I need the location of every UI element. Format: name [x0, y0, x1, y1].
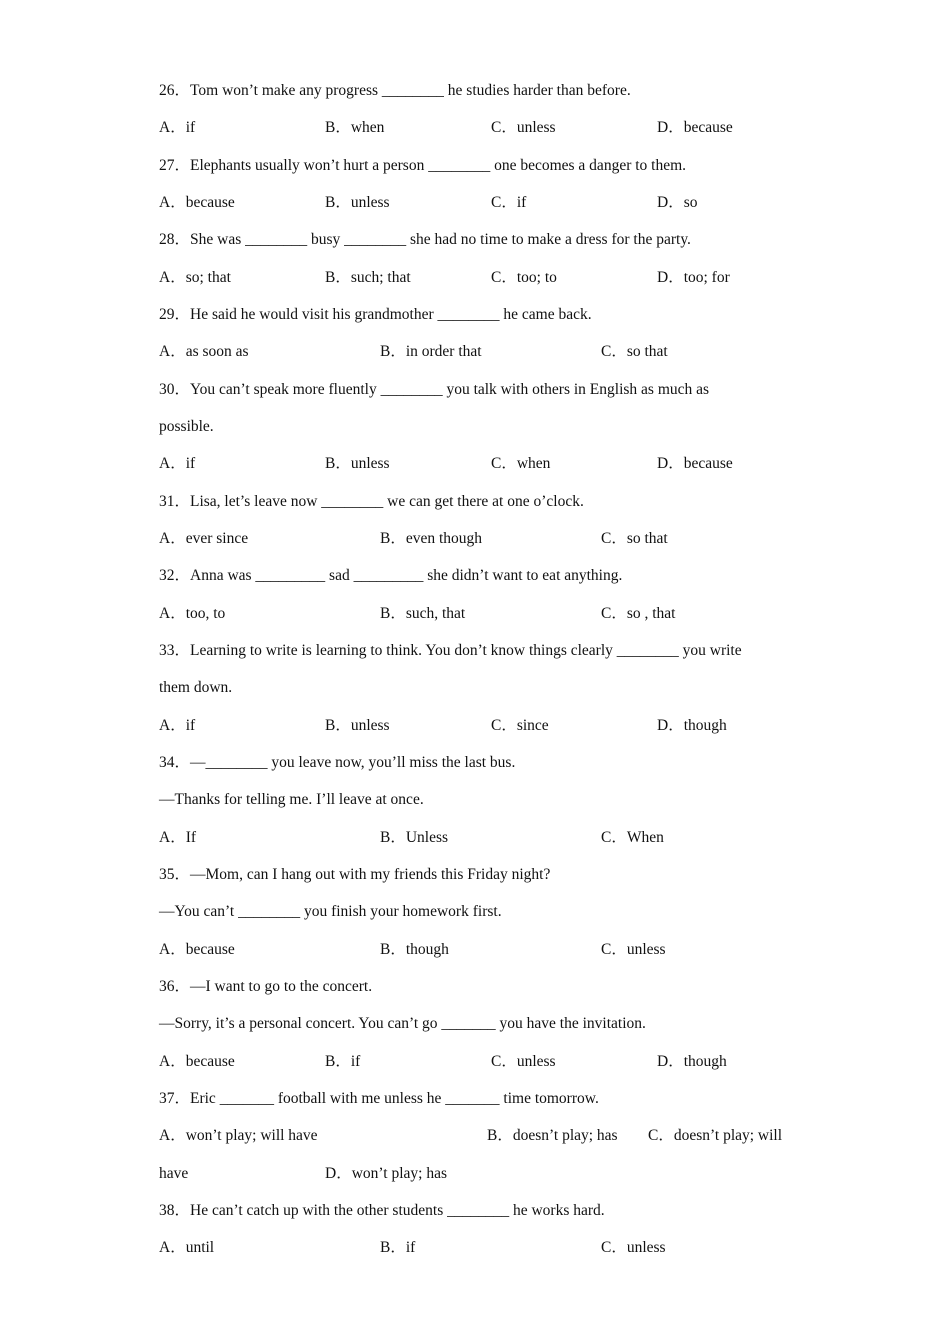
question-36-stem: 36．—I want to go to the concert.: [159, 978, 373, 995]
q36-option-b: B．if: [325, 1053, 361, 1070]
question-35-stem: 35．—Mom, can I hang out with my friends this Friday night?: [159, 866, 551, 883]
q32-option-c: C．so , that: [601, 605, 676, 622]
question-35-stem-continued: —You can’t ________ you finish your homework first.: [159, 903, 502, 920]
q38-option-a: A．until: [159, 1239, 215, 1256]
q38-option-b: B．if: [380, 1239, 416, 1256]
q33-option-b: B．unless: [325, 717, 390, 734]
question-32-stem: 32．Anna was _________ sad _________ she didn’t want to eat anything.: [159, 567, 623, 584]
q36-option-c: C．unless: [491, 1053, 556, 1070]
q27-option-c: C．if: [491, 194, 527, 211]
q35-option-b: B．though: [380, 941, 449, 958]
question-30-stem: 30．You can’t speak more fluently ________ you talk with others in English as much as: [159, 381, 710, 398]
q32-option-a: A．too, to: [159, 605, 226, 622]
q38-option-c: C．unless: [601, 1239, 666, 1256]
q37-option-b: B．doesn’t play; has: [487, 1127, 618, 1144]
q36-option-d: D．though: [657, 1053, 727, 1070]
q27-option-a: A．because: [159, 194, 235, 211]
q28-option-b: B．such; that: [325, 269, 411, 286]
q34-option-a: A．If: [159, 829, 197, 846]
q26-option-c: C．unless: [491, 119, 556, 136]
q37-option-c-continued: have: [159, 1165, 189, 1182]
q36-option-a: A．because: [159, 1053, 235, 1070]
q26-option-a: A．if: [159, 119, 196, 136]
question-33-stem: 33．Learning to write is learning to think. You don’t know things clearly ________ you write: [159, 642, 742, 659]
q26-option-b: B．when: [325, 119, 385, 136]
q29-option-b: B．in order that: [380, 343, 482, 360]
q37-option-a: A．won’t play; will have: [159, 1127, 318, 1144]
q27-option-b: B．unless: [325, 194, 390, 211]
question-30-stem-continued: possible.: [159, 418, 214, 435]
q31-option-b: B．even though: [380, 530, 483, 547]
q28-option-a: A．so; that: [159, 269, 231, 286]
question-34-stem-continued: —Thanks for telling me. I’ll leave at once.: [159, 791, 424, 808]
q35-option-c: C．unless: [601, 941, 666, 958]
q33-option-a: A．if: [159, 717, 196, 734]
q33-option-c: C．since: [491, 717, 549, 734]
question-26-stem: 26．Tom won’t make any progress ________ he studies harder than before.: [159, 82, 631, 99]
q33-option-d: D．though: [657, 717, 727, 734]
q30-option-d: D．because: [657, 455, 733, 472]
q37-option-d: D．won’t play; has: [325, 1165, 447, 1182]
question-38-stem: 38．He can’t catch up with the other students ________ he works hard.: [159, 1202, 605, 1219]
question-36-stem-continued: —Sorry, it’s a personal concert. You can’t go _______ you have the invitation.: [159, 1015, 646, 1032]
q34-option-b: B．Unless: [380, 829, 449, 846]
question-37-stem: 37．Eric _______ football with me unless he _______ time tomorrow.: [159, 1090, 599, 1107]
question-34-stem: 34．—________ you leave now, you’ll miss the last bus.: [159, 754, 516, 771]
q31-option-a: A．ever since: [159, 530, 249, 547]
q30-option-a: A．if: [159, 455, 196, 472]
q27-option-d: D．so: [657, 194, 698, 211]
q30-option-b: B．unless: [325, 455, 390, 472]
q29-option-a: A．as soon as: [159, 343, 249, 360]
q32-option-b: B．such, that: [380, 605, 466, 622]
q31-option-c: C．so that: [601, 530, 668, 547]
q28-option-d: D．too; for: [657, 269, 730, 286]
question-33-stem-continued: them down.: [159, 679, 233, 696]
q35-option-a: A．because: [159, 941, 235, 958]
q34-option-c: C．When: [601, 829, 664, 846]
q26-option-d: D．because: [657, 119, 733, 136]
question-27-stem: 27．Elephants usually won’t hurt a person ________ one becomes a danger to them.: [159, 157, 687, 174]
question-31-stem: 31．Lisa, let’s leave now ________ we can get there at one o’clock.: [159, 493, 584, 510]
q28-option-c: C．too; to: [491, 269, 557, 286]
q37-option-c: C．doesn’t play; will: [648, 1127, 783, 1144]
q30-option-c: C．when: [491, 455, 551, 472]
question-28-stem: 28．She was ________ busy ________ she had no time to make a dress for the party.: [159, 231, 691, 248]
question-29-stem: 29．He said he would visit his grandmother ________ he came back.: [159, 306, 592, 323]
q29-option-c: C．so that: [601, 343, 668, 360]
